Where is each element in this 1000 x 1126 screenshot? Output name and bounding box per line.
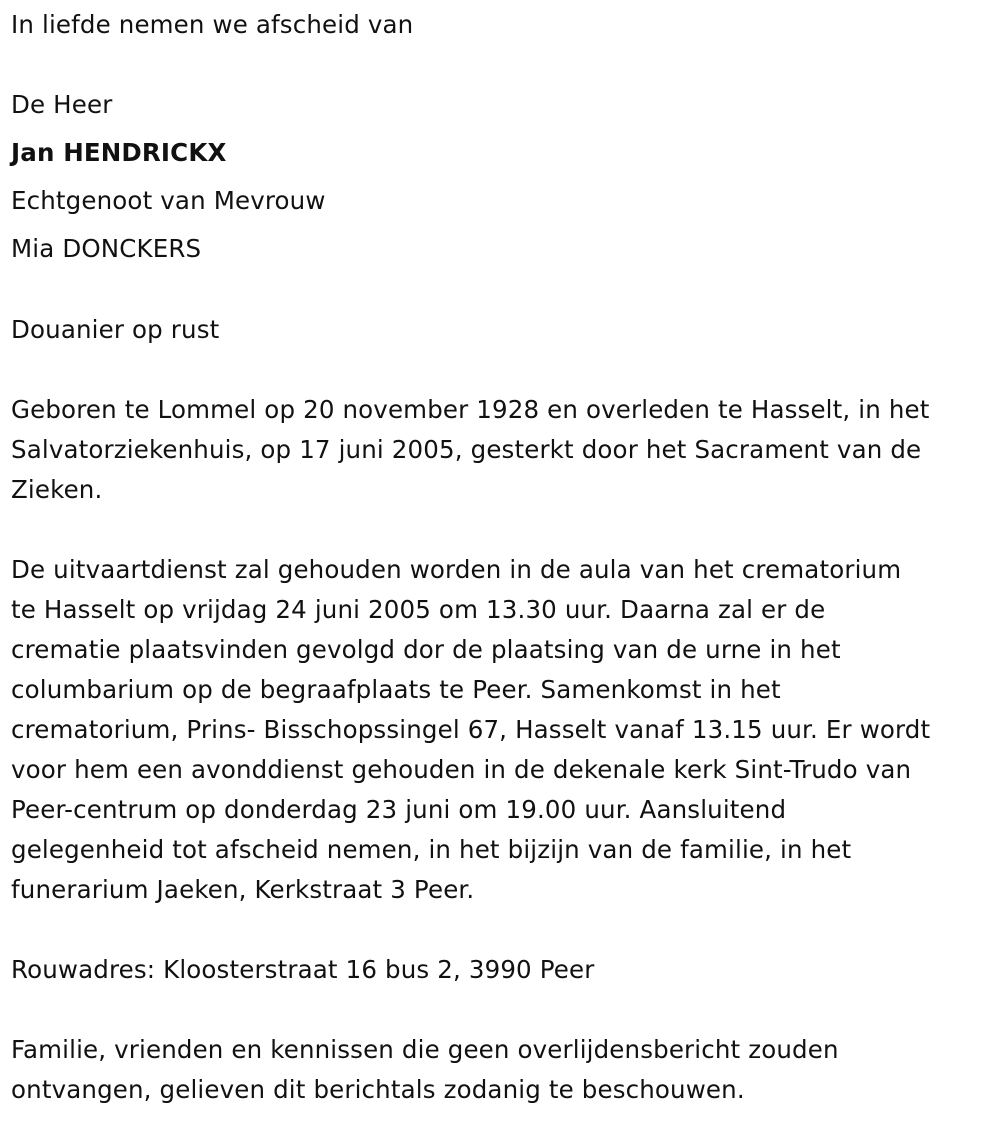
paragraph-line: columbarium op de begraafplaats te Peer. Samenkomst in het [11, 675, 781, 704]
paragraph-line: gelegenheid tot afscheid nemen, in het bijzijn van de familie, in het [11, 835, 852, 864]
intro-text: In liefde nemen we afscheid van [11, 10, 414, 39]
paragraph-line: De uitvaartdienst zal gehouden worden in de aula van het crematorium [11, 555, 902, 584]
paragraph-line: Salvatorziekenhuis, op 17 juni 2005, gesterkt door het Sacrament van de [11, 435, 922, 464]
paragraph-line: voor hem een avonddienst gehouden in de dekenale kerk Sint-Trudo van [11, 755, 912, 784]
paragraph-line: Zieken. [11, 475, 103, 504]
paragraph-line: funerarium Jaeken, Kerkstraat 3 Peer. [11, 875, 475, 904]
salutation: De Heer [11, 90, 113, 119]
occupation: Douanier op rust [11, 315, 220, 344]
paragraph-line: ontvangen, gelieven dit berichtals zodanig te beschouwen. [11, 1075, 745, 1104]
spouse-name: Mia DONCKERS [11, 234, 202, 263]
paragraph-line: Geboren te Lommel op 20 november 1928 en overleden te Hasselt, in het [11, 395, 930, 424]
deceased-name: Jan HENDRICKX [11, 138, 227, 167]
paragraph-line: Familie, vrienden en kennissen die geen overlijdensbericht zouden [11, 1035, 839, 1064]
paragraph-line: Peer-centrum op donderdag 23 juni om 19.00 uur. Aansluitend [11, 795, 787, 824]
paragraph-line: crematie plaatsvinden gevolgd dor de plaatsing van de urne in het [11, 635, 841, 664]
mourning-address: Rouwadres: Kloosterstraat 16 bus 2, 3990 Peer [11, 955, 595, 984]
paragraph-line: crematorium, Prins- Bisschopssingel 67, Hasselt vanaf 13.15 uur. Er wordt [11, 715, 931, 744]
spouse-label: Echtgenoot van Mevrouw [11, 186, 326, 215]
paragraph-line: te Hasselt op vrijdag 24 juni 2005 om 13.30 uur. Daarna zal er de [11, 595, 826, 624]
